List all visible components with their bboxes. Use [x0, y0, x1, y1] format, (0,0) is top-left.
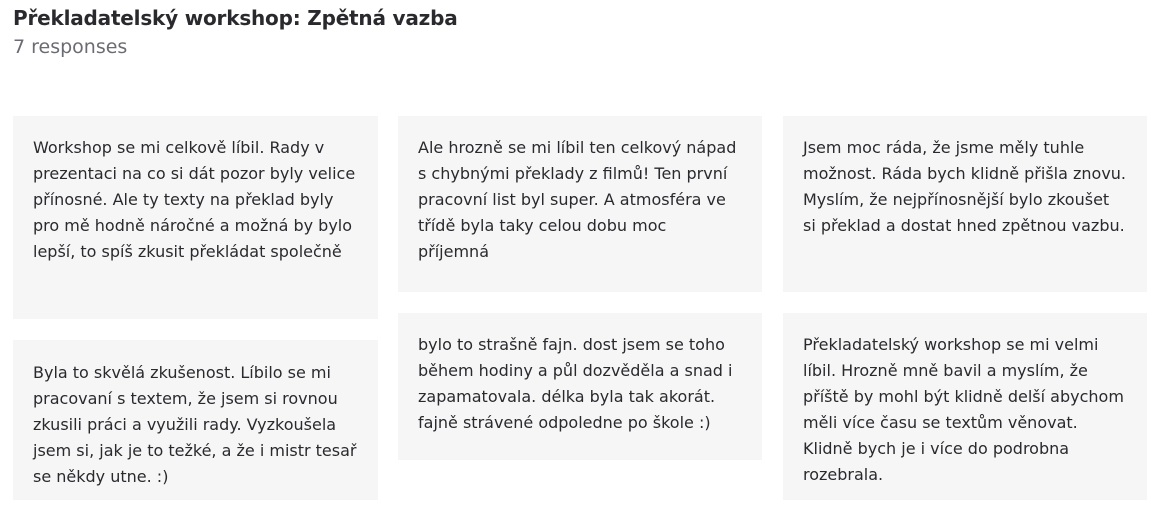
- response-card: [398, 313, 762, 460]
- response-text: Workshop se mi celkově líbil. Rady v prezentaci na co si dát pozor byly velice přínosné. Ale ty texty na překlad byly pro mě hodně náročné a možná by bylo lepší, to spíš zkusit překládat společně: [33, 138, 356, 261]
- responses-count: 7 responses: [13, 36, 128, 58]
- page-title: Překladatelský workshop: Zpětná vazba: [13, 6, 458, 30]
- response-text: Ale hrozně se mi líbil ten celkový nápad s chybnými překlady z filmů! Ten první pracovní list byl super. A atmosféra ve třídě byla taky celou dobu moc příjemná: [418, 138, 737, 261]
- response-text: bylo to strašně fajn. dost jsem se toho během hodiny a půl dozvěděla a snad i zapamatovala. délka byla tak akorát. fajně strávené odpoledne po škole :): [418, 335, 733, 432]
- response-card: [783, 313, 1147, 500]
- response-text: Překladatelský workshop se mi velmi líbil. Hrozně mně bavil a myslím, že příště by mohl být klidně delší abychom měli více času se textům věnovat. Klidně bych je i více do podrobna rozebrala.: [803, 335, 1124, 484]
- response-card: [13, 116, 378, 319]
- response-text: Jsem moc ráda, že jsme měly tuhle možnost. Ráda bych klidně přišla znovu. Myslím, že nejpřínosnější bylo zkoušet si překlad a dostat hned zpětnou vazbu.: [803, 138, 1127, 235]
- response-text: Byla to skvělá zkušenost. Líbilo se mi pracovaní s textem, že jsem si rovnou zkusili práci a využili rady. Vyzkoušela jsem si, jak je to težké, a že i mistr tesař se někdy utne. :): [33, 363, 357, 486]
- response-card: [398, 116, 762, 292]
- response-card: [13, 340, 378, 500]
- response-card: [783, 116, 1147, 292]
- page-header: [13, 5, 458, 60]
